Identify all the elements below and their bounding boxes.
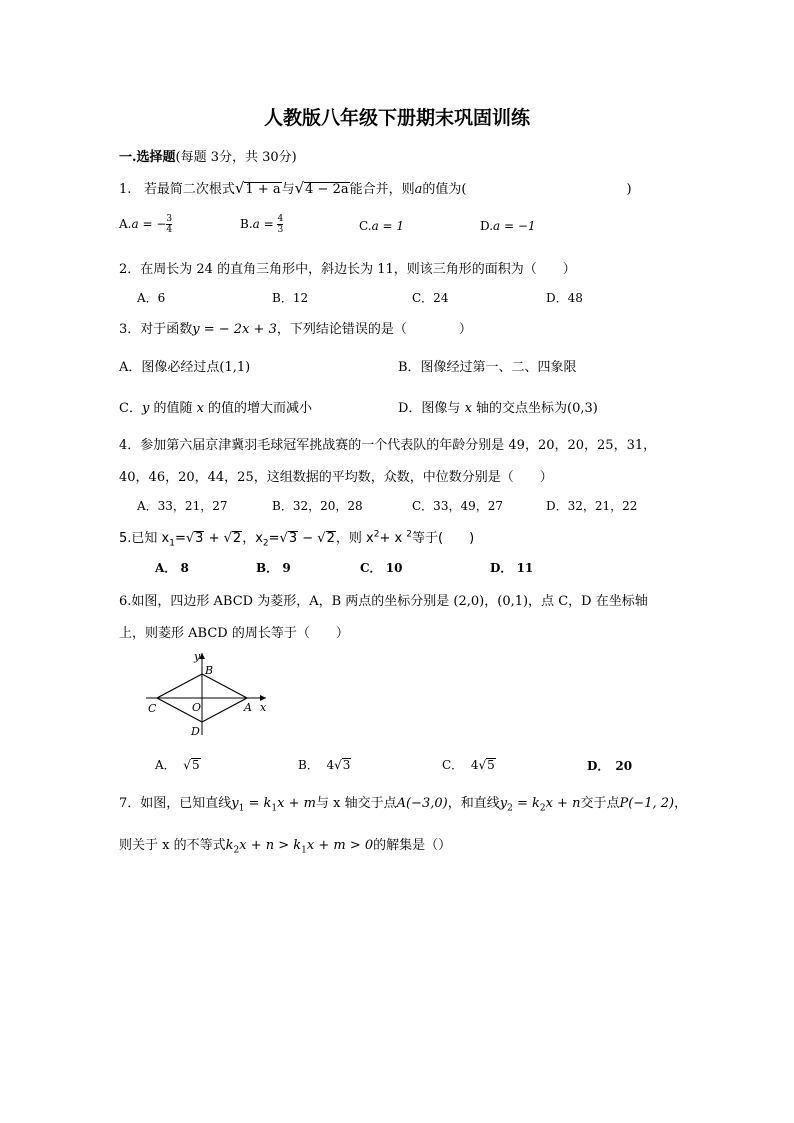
q6-option-b-label: B． — [298, 758, 319, 772]
question-1: 1. 若最简二次根式√1 + a与√4 − 2a能合并，则a的值为( ) — [119, 179, 632, 197]
question-6-line-1: 6.如图，四边形 ABCD 为菱形，A，B 两点的坐标分别是 (2,0)，(0,1)，点 C，D 在坐标轴 — [119, 594, 648, 609]
q3-option-d-x: x — [464, 401, 472, 416]
q7-y2-sub: 2 — [507, 803, 513, 814]
q7-point-p: P(−1, 2) — [619, 796, 675, 811]
q5-rad-4: 2 — [326, 531, 335, 546]
label-a: A — [244, 701, 252, 714]
q6-option-c-rad: 5 — [487, 758, 495, 772]
q7-k2-sub: 2 — [539, 803, 546, 814]
section-note: (每题 3分，共 30分) — [175, 150, 297, 165]
q1-text: 若最简二次根式 — [143, 182, 235, 197]
q7-text-a: 7．如图，已知直线 — [119, 796, 232, 811]
q6-option-b[interactable]: B． 4√3 — [298, 758, 351, 772]
q3-option-a[interactable] — [119, 356, 250, 375]
q5-option-a[interactable]: A． 8 — [155, 561, 189, 575]
question-4-line-2: 40，46，20，44，25，这组数据的平均数，众数，中位数分别是（ ） — [119, 470, 553, 485]
q7-text-2a: 则关于 x 的不等式 — [119, 838, 226, 853]
frac-den: 3 — [277, 225, 284, 235]
q5-pre: 5.已知 x — [119, 531, 170, 546]
q6-option-a[interactable]: A． √5 — [155, 758, 200, 772]
q7-y1: y — [231, 796, 239, 811]
q1-option-c-value: a = 1 — [371, 219, 405, 233]
q5-sup-2: 2 — [406, 529, 413, 540]
q2-option-a[interactable]: A．6 — [137, 291, 166, 305]
q5-c4: 等于( ) — [412, 531, 475, 546]
q7-text-i: ，和直线 — [447, 796, 500, 811]
q7-text-o: 交于点 — [580, 796, 620, 811]
q5-sub-1: 1 — [169, 538, 175, 549]
q1-option-d-value: a = −1 — [493, 219, 536, 233]
q1-text-2: 能合并，则 — [349, 182, 415, 197]
q7-k1-sub: 1 — [271, 803, 278, 814]
q6-option-a-label: A． — [155, 758, 176, 772]
section-head: 一.选择题 — [119, 150, 176, 165]
q5-rad-3: 3 — [288, 531, 298, 546]
label-c: C — [148, 702, 157, 715]
q7-y1-sub: 1 — [238, 803, 245, 814]
q1-num: 1. — [119, 182, 132, 197]
q7-comma: ， — [674, 796, 688, 811]
q5-rad-2: 2 — [232, 531, 242, 546]
q5-option-b[interactable]: B． 9 — [256, 561, 291, 575]
q6-option-b-coef: 4 — [326, 758, 335, 772]
q3-option-c-y: y — [141, 401, 150, 416]
q1-radicand-1: 1 + a — [245, 182, 281, 197]
q3-option-b[interactable]: B．图像经过第一、二、四象限 — [398, 360, 577, 375]
q7-ineq-k2-sub: 2 — [233, 845, 240, 856]
label-y: y — [194, 650, 201, 663]
q1-option-b[interactable] — [240, 214, 283, 235]
q5-c2: ，则 x — [335, 531, 374, 546]
q3-option-c-post: 的值的增大而减小 — [203, 401, 313, 416]
q2-option-b[interactable]: B．12 — [272, 291, 309, 305]
question-7-line-2 — [119, 834, 451, 856]
q5-rad-1: 3 — [195, 531, 204, 546]
q5-c1: ，x — [242, 531, 263, 546]
q7-k1: = k — [244, 796, 272, 811]
label-b: B — [205, 664, 214, 677]
frac-num: 3 — [166, 214, 173, 224]
q1-option-b-frac — [277, 214, 283, 235]
q2-option-c[interactable]: C．24 — [412, 291, 449, 305]
frac-num: 4 — [277, 214, 284, 224]
q3-option-c[interactable] — [119, 397, 312, 416]
q1-radicand-2: 4 − 2a — [305, 182, 349, 197]
q7-ineq-k1-sub: 1 — [301, 845, 307, 856]
q5-sup-1: 2 — [373, 529, 380, 540]
q6-option-c-coef: 4 — [470, 758, 479, 772]
section-header — [119, 146, 297, 165]
label-d: D — [191, 725, 200, 738]
q3-option-d-point: (0,3) — [567, 401, 598, 416]
q1-and: 与 — [281, 182, 295, 197]
q3-pre: 3．对于函数 — [119, 322, 193, 337]
q1-option-d-label: D. — [480, 219, 494, 233]
q3-option-d-mid: 轴的交点坐标为 — [471, 401, 568, 416]
q3-option-d[interactable] — [398, 397, 598, 416]
q5-option-c[interactable]: C． 10 — [360, 561, 403, 575]
q3-option-c-label: C． — [119, 401, 142, 416]
q1-text-3: 的值为( — [422, 182, 467, 197]
q6-option-c[interactable]: C． 4√5 — [442, 758, 495, 772]
q5-sub-2: 2 — [262, 538, 269, 549]
q1-option-b-label: B. — [240, 217, 253, 231]
q6-option-a-rad: 5 — [191, 758, 200, 772]
q3-option-a-point: (1,1) — [219, 360, 251, 375]
q3-option-c-mid: 的值随 — [149, 401, 197, 416]
q1-option-a-frac — [166, 214, 172, 235]
q7-xm: x + m — [277, 796, 316, 811]
q4-option-d[interactable]: D．32，21，22 — [546, 499, 638, 513]
question-5: 5.已知 $x_1=√3 + √2$，$x_2=√3 - √2$，则 $x^2+ x$ $^2$等于( ) — [119, 529, 475, 549]
q7-k2: = k — [512, 796, 540, 811]
q2-option-d[interactable]: D．48 — [546, 291, 583, 305]
q5-eq-2: = — [268, 531, 280, 546]
q5-option-d[interactable]: D． 11 — [490, 561, 534, 575]
page-title: 人教版八年级下册期末巩固训练 — [263, 107, 530, 129]
label-x: x — [260, 701, 267, 714]
q1-option-b-lhs: a = — [252, 217, 278, 231]
q7-text-2g: 的解集是（） — [373, 838, 452, 853]
q6-option-d[interactable]: D． 20 — [587, 759, 633, 773]
question-6-line-2: 上，则菱形 ABCD 的周长等于（ ） — [119, 626, 349, 641]
q7-ineq-k2: k — [225, 838, 234, 853]
q1-option-a-lhs: a = − — [131, 217, 167, 231]
rhombus-diagram — [140, 645, 280, 745]
q1-option-c-label: C. — [359, 219, 372, 233]
q7-text-g: 与 x 轴交于点 — [315, 796, 397, 811]
q6-option-c-label: C． — [442, 758, 464, 772]
q3-option-d-label: D．图像与 — [398, 401, 465, 416]
q4-option-c[interactable]: C．33，49，27 — [412, 499, 503, 513]
question-7-line-1 — [119, 792, 687, 814]
q3-option-a-text: A．图像必经过点 — [119, 360, 220, 375]
q7-y2: y — [499, 796, 508, 811]
q5-c3: + x — [379, 531, 407, 546]
q3-post: ，下列结论错误的是（ ） — [276, 322, 472, 337]
q6-option-b-rad: 3 — [342, 758, 351, 772]
question-3 — [119, 318, 472, 337]
q5-eq-1: = — [174, 531, 186, 546]
q1-option-d[interactable] — [480, 219, 536, 233]
question-4-line-1: 4．参加第六届京津冀羽毛球冠军挑战赛的一个代表队的年龄分别是 49，20，20，25，31， — [119, 438, 657, 453]
q7-point-a: A(−3,0) — [396, 796, 448, 811]
q1-option-c[interactable] — [359, 219, 404, 233]
q1-paren: ) — [626, 182, 632, 197]
q5-minus: − — [298, 531, 318, 546]
q7-xn: x + n — [545, 796, 581, 811]
q5-plus: + — [204, 531, 224, 546]
q1-option-a-label: A. — [119, 217, 132, 231]
question-2: 2．在周长为 24 的直角三角形中，斜边长为 11，则该三角形的面积为（ ） — [119, 262, 576, 277]
q1-option-a[interactable] — [119, 214, 172, 235]
q7-ineq-mid: x + n > k — [239, 838, 302, 853]
label-o: O — [192, 701, 202, 714]
q1-var: a — [414, 182, 423, 197]
q4-option-b[interactable]: B．32，20，28 — [272, 499, 363, 513]
frac-den: 4 — [166, 225, 173, 235]
q3-option-c-x: x — [196, 401, 204, 416]
q4-option-a[interactable]: A．33，21，27 — [137, 499, 228, 513]
q3-func: y = − 2x + 3 — [192, 322, 277, 337]
q7-ineq-end: x + m > 0 — [306, 838, 374, 853]
